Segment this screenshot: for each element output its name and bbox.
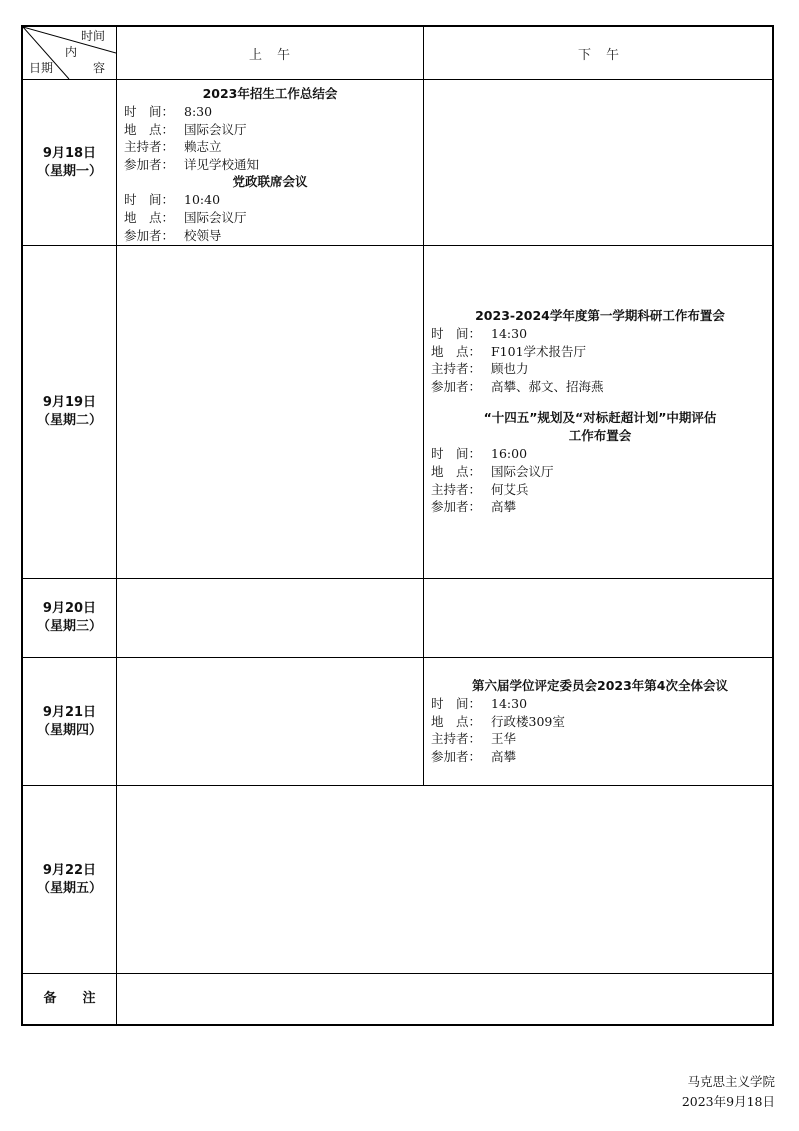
date-text: 9月20日: [42, 601, 97, 616]
meeting-title: 2023年招生工作总结会: [202, 86, 338, 101]
meeting-title-line1: “十四五”规划及“对标赶超计划”中期评估: [483, 410, 717, 426]
meeting-attendees: 参加者： 高攀、郝文、招海燕: [431, 378, 604, 394]
day-label-mon: [23, 80, 116, 245]
meeting-host: 主持者： 赖志立: [124, 139, 222, 155]
day-label-wed: [23, 579, 116, 657]
footer-date: 2023年9月18日: [681, 1094, 775, 1109]
meeting-block: [124, 85, 416, 173]
meeting-time: 时 间： 8:30: [124, 104, 213, 119]
meeting-place: 地 点： 行政楼309室: [431, 713, 565, 729]
monday-morning-cell: [124, 85, 416, 244]
meeting-title-line2: 工作布置会: [568, 428, 632, 444]
weekday-text: （星期一）: [36, 163, 102, 179]
meeting-host: 主持者： 顾也力: [431, 361, 529, 377]
weekday-text: （星期四）: [36, 722, 102, 738]
tuesday-afternoon-cell: [431, 307, 769, 516]
row-divider: [23, 785, 772, 786]
meeting-block: [431, 307, 769, 395]
remarks-label: 备 注: [43, 991, 96, 1006]
schedule-table: [21, 25, 774, 1026]
meeting-attendees: 参加者： 高攀: [431, 499, 517, 515]
corner-content-label-a: 内: [65, 45, 78, 59]
meeting-attendees: 参加者： 高攀: [431, 748, 517, 764]
meeting-place: 地 点： F101学术报告厅: [431, 343, 587, 359]
meeting-block: [431, 409, 769, 515]
meeting-time: 时 间： 10:40: [124, 192, 221, 208]
corner-time-label: 时间: [81, 29, 106, 43]
meeting-block: [124, 173, 416, 244]
meeting-time: 时 间： 14:30: [431, 326, 528, 341]
meeting-title: 第六届学位评定委员会2023年第4次全体会议: [472, 678, 728, 693]
date-text: 9月21日: [42, 704, 97, 720]
row-divider: [23, 657, 772, 658]
meeting-host: 主持者： 何艾兵: [431, 481, 529, 497]
meeting-attendees: 参加者： 详见学校通知: [124, 156, 260, 172]
meeting-title: 党政联席会议: [232, 174, 308, 190]
corner-date-label: 日期: [29, 61, 54, 75]
corner-header-cell: [23, 27, 116, 79]
date-text: 9月19日: [42, 395, 97, 410]
day-label-tue: [23, 246, 116, 578]
footer-organization: 马克思主义学院: [687, 1074, 775, 1089]
row-divider: [23, 245, 772, 246]
meeting-host: 主持者： 王华: [431, 731, 517, 747]
date-text: 9月22日: [42, 862, 97, 878]
meeting-time: 时 间： 14:30: [431, 696, 528, 711]
date-text: 9月18日: [42, 145, 97, 161]
column-divider: [116, 27, 117, 1024]
weekday-text: （星期三）: [36, 619, 102, 634]
meeting-place: 地 点： 国际会议厅: [124, 121, 247, 137]
meeting-time: 时 间： 16:00: [431, 446, 528, 462]
meeting-place: 地 点： 国际会议厅: [124, 209, 247, 225]
column-divider: [423, 27, 424, 785]
row-divider: [23, 578, 772, 579]
corner-content-label-b: 容: [93, 61, 106, 75]
morning-header: 上 午: [248, 47, 291, 63]
meeting-place: 地 点： 国际会议厅: [431, 463, 554, 479]
meeting-title: 2023-2024学年度第一学期科研工作布置会: [475, 308, 725, 323]
day-label-fri: [23, 786, 116, 973]
meeting-block: [431, 677, 769, 765]
row-divider: [23, 79, 772, 80]
afternoon-header: 下 午: [577, 47, 620, 63]
day-label-thu: [23, 658, 116, 785]
weekday-text: （星期五）: [36, 880, 102, 896]
thursday-afternoon-cell: [431, 677, 769, 765]
weekday-text: （星期二）: [36, 413, 102, 428]
row-divider: [23, 973, 772, 974]
meeting-attendees: 参加者： 校领导: [124, 227, 222, 243]
